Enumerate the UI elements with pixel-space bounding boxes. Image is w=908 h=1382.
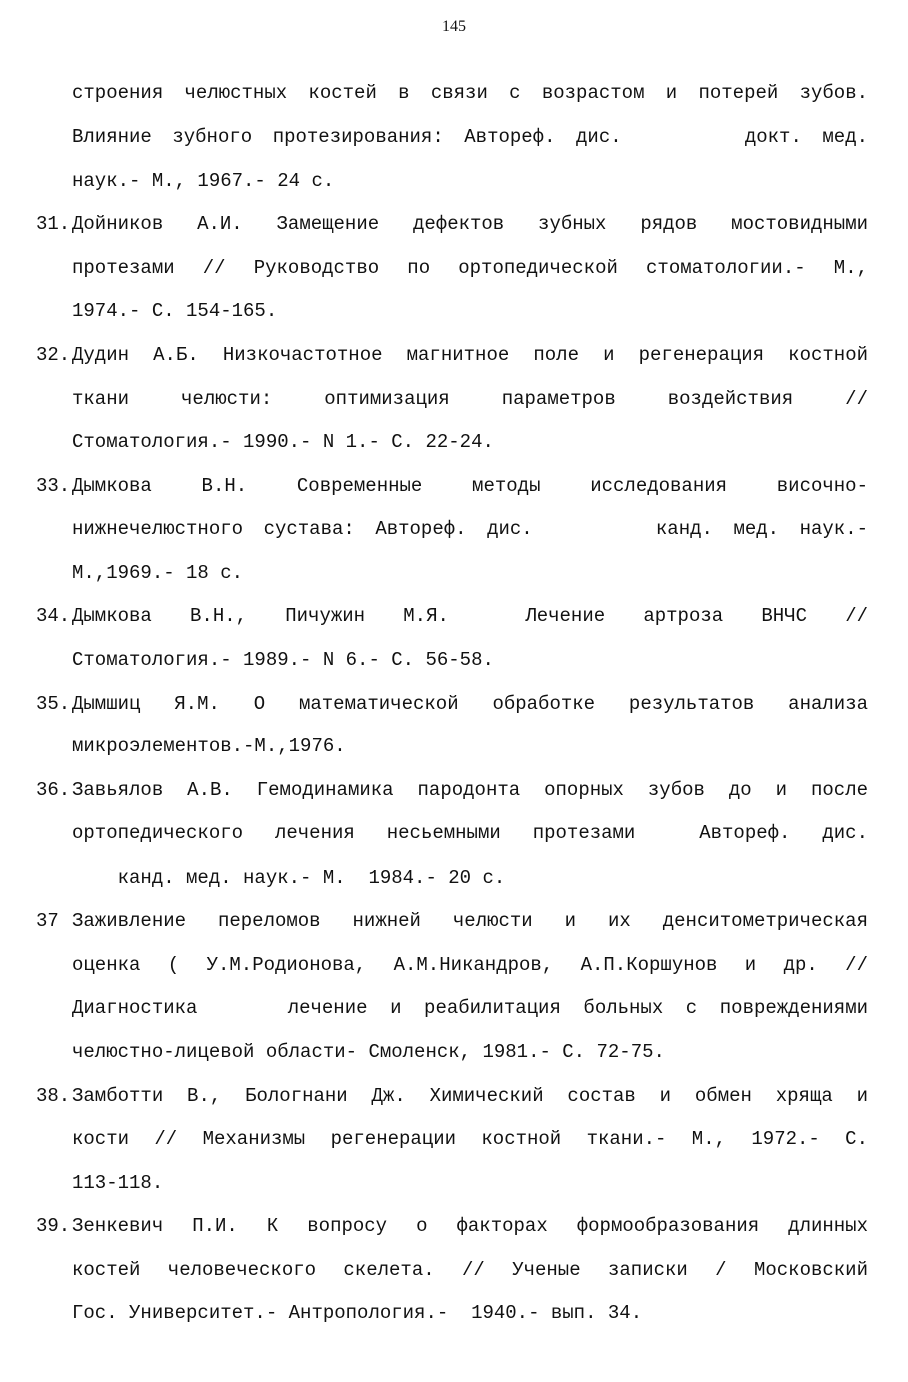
reference-line: М.,1969.- 18 с. [72,562,244,584]
reference-line: Диагностика лечение и реабилитация больных с повреждениями [72,997,868,1019]
reference-line: костей человеческого скелета. // Ученые записки / Московский [72,1259,868,1281]
reference-number: 39. [36,1215,71,1237]
reference-line: Заживление переломов нижней челюсти и их денситометрическая [72,910,868,932]
reference-line: Стоматология.- 1990.- N 1.- С. 22-24. [72,431,494,453]
reference-line: канд. мед. наук.- М. 1984.- 20 с. [72,867,506,889]
reference-line: нижнечелюстного сустава: Автореф. дис. канд. мед. наук.- [72,518,868,540]
reference-number: 31. [36,213,71,235]
reference-number: 36. [36,779,71,801]
reference-line: Влияние зубного протезирования: Автореф. дис. докт. мед. [72,126,868,148]
reference-line: 1974.- С. 154-165. [72,300,278,322]
reference-line: оценка ( У.М.Родионова, А.М.Никандров, А.П.Коршунов и др. // [72,954,868,976]
reference-number: 33. [36,475,71,497]
reference-number: 37 [36,910,59,932]
reference-number: 35. [36,693,71,715]
reference-number: 32. [36,344,71,366]
reference-line: Дудин А.Б. Низкочастотное магнитное поле и регенерация костной [72,344,868,366]
reference-number: 34. [36,605,71,627]
reference-number: 38. [36,1085,71,1107]
reference-line: челюстно-лицевой области- Смоленск, 1981.- С. 72-75. [72,1041,665,1063]
reference-line: Дымшиц Я.М. О математической обработке результатов анализа [72,693,868,715]
reference-line: 113-118. [72,1172,164,1194]
reference-line: протезами // Руководство по ортопедической стоматологии.- М., [72,257,868,279]
reference-line: строения челюстных костей в связи с возрастом и потерей зубов. [72,82,868,104]
reference-line: Замботти В., Бологнани Дж. Химический состав и обмен хряща и [72,1085,868,1107]
reference-line: Дымкова В.Н. Современные методы исследования височно- [72,475,868,497]
reference-line: ткани челюсти: оптимизация параметров воздействия // [72,388,868,410]
reference-line: Зенкевич П.И. К вопросу о факторах формообразования длинных [72,1215,868,1237]
reference-line: Завьялов А.В. Гемодинамика пародонта опорных зубов до и после [72,779,868,801]
page-number: 145 [442,18,466,35]
reference-line: ортопедического лечения несьемными протезами Автореф. дис. [72,822,868,844]
reference-line: микроэлементов.-М.,1976. [72,735,346,757]
reference-line: наук.- М., 1967.- 24 с. [72,170,335,192]
reference-line: Стоматология.- 1989.- N 6.- С. 56-58. [72,649,494,671]
reference-line: Дымкова В.Н., Пичужин М.Я. Лечение артроза ВНЧС // [72,605,868,627]
reference-line: кости // Механизмы регенерации костной ткани.- М., 1972.- С. [72,1128,868,1150]
reference-line: Гос. Университет.- Антропология.- 1940.- вып. 34. [72,1302,643,1324]
reference-line: Дойников А.И. Замещение дефектов зубных рядов мостовидными [72,213,868,235]
